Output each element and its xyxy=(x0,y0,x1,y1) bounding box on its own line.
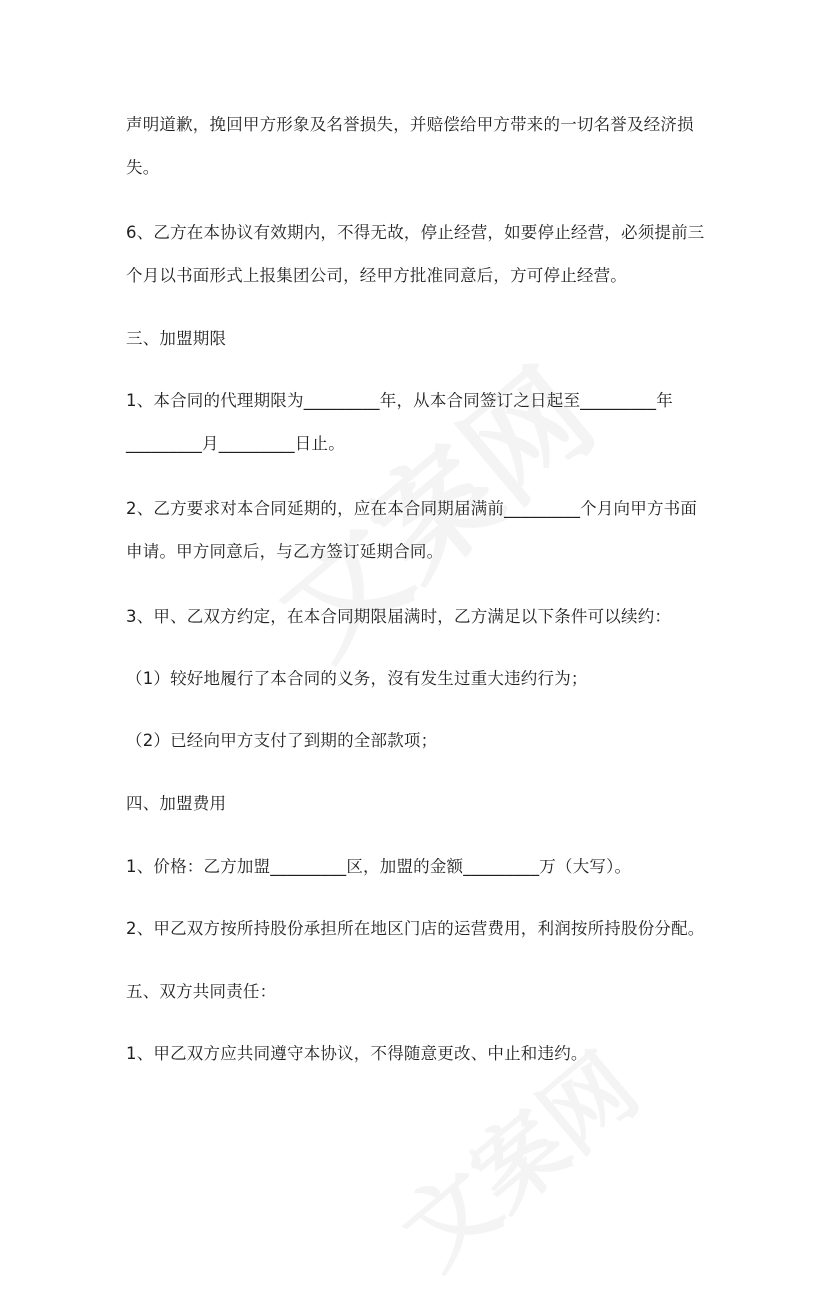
paragraph-line: 申请。甲方同意后，与乙方签订延期合同。 xyxy=(126,542,444,561)
paragraph-line: 6、乙方在本协议有效期内，不得无故，停止经营，如要停止经营，必须提前三 xyxy=(126,223,705,242)
paragraph-line: 1、甲乙双方应共同遵守本协议，不得随意更改、中止和违约。 xyxy=(126,1044,588,1063)
section-heading: 五、双方共同责任： xyxy=(126,982,277,1001)
section-heading: 四、加盟费用 xyxy=(126,794,227,813)
paragraph-line: 2、乙方要求对本合同延期的，应在本合同期届满前_________个月向甲方书面 xyxy=(126,499,698,518)
paragraph-line: 失。 xyxy=(126,158,160,177)
paragraph-line: 2、甲乙双方按所持股份承担所在地区门店的运营费用，利润按所持股份分配。 xyxy=(126,919,705,938)
list-item: （1）较好地履行了本合同的义务，沒有发生过重大违约行为； xyxy=(126,669,588,688)
list-item: （2）已经向甲方支付了到期的全部款项； xyxy=(126,731,438,750)
paragraph-line: _________月_________日止。 xyxy=(126,434,345,453)
paragraph-line: 3、甲、乙双方约定，在本合同期限届满时，乙方满足以下条件可以续约： xyxy=(126,607,672,626)
paragraph-line: 1、本合同的代理期限为_________年，从本合同签订之日起至_________年 xyxy=(126,391,673,410)
paragraph-line: 声明道歉，挽回甲方形象及名誉损失，并赔偿给甲方带来的一切名誉及经济损 xyxy=(126,115,694,134)
paragraph-line: 1、价格：乙方加盟_________区，加盟的金额_________万（大写）。 xyxy=(126,857,632,876)
paragraph-line: 个月以书面形式上报集团公司，经甲方批准同意后，方可停止经营。 xyxy=(126,266,627,285)
section-heading: 三、加盟期限 xyxy=(126,329,227,348)
